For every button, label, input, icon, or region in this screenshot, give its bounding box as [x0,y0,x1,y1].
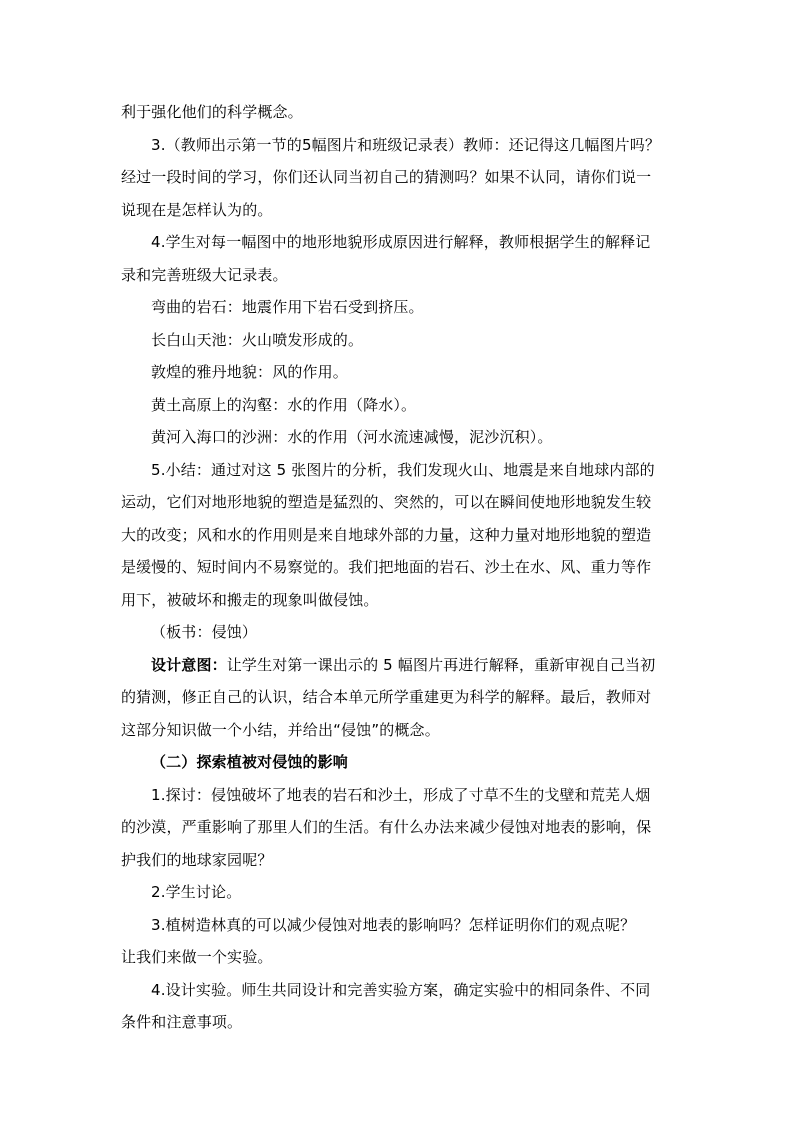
paragraph-line: 3.（教师出示第一节的5幅图片和班级记录表）教师：还记得这几幅图片吗？ [151,135,661,154]
paragraph-line: 的猜测，修正自己的认识，结合本单元所学重建更为科学的解释。最后，教师对 [121,688,652,706]
landform-explanation-line: 弯曲的岩石：地震作用下岩石受到挤压。 [151,298,424,316]
paragraph-line: 让我们来做一个实验。 [121,948,273,966]
paragraph-line: 5.小结：通过对这 5 张图片的分析，我们发现火山、地震是来自地球内部的 [151,460,655,479]
paragraph-line: 的沙漠，严重影响了那里人们的生活。有什么办法来减少侵蚀对地表的影响，保 [121,818,652,836]
paragraph-line: 护我们的地球家园呢？ [121,850,273,869]
landform-explanation-line: 长白山天池：火山喷发形成的。 [151,330,364,349]
design-intent-label: 设计意图： [151,655,227,674]
paragraph-line: 这部分知识做一个小结，并给出“侵蚀”的概念。 [121,720,440,739]
board-note: （板书：侵蚀） [151,623,258,641]
paragraph-line: 4.学生对每一幅图中的地形地貌形成原因进行解释，教师根据学生的解释记 [151,233,651,251]
paragraph-line: 利于强化他们的科学概念。 [121,103,303,121]
paragraph-line: 4.设计实验。师生共同设计和完善实验方案，确定实验中的相同条件、不同 [151,980,651,999]
paragraph-line: 录和完善班级大记录表。 [121,265,288,284]
paragraph-line: 经过一段时间的学习，你们还认同当初自己的猜测吗？如果不认同，请你们说一 [121,168,652,186]
paragraph-line: 说现在是怎样认为的。 [121,200,273,219]
landform-explanation-line: 敦煌的雅丹地貌：风的作用。 [151,363,348,381]
paragraph-line: 是缓慢的、短时间内不易察觉的。我们把地面的岩石、沙土在水、风、重力等作 [121,558,652,576]
paragraph-line: 1.探讨：侵蚀破坏了地表的岩石和沙土，形成了寸草不生的戈壁和荒芜人烟 [151,785,651,804]
paragraph-line: 2.学生讨论。 [151,883,242,901]
design-intent-line [121,649,677,682]
paragraph-line: 用下，被破坏和搬走的现象叫做侵蚀。 [121,590,379,609]
landform-explanation-line: 黄河入海口的沙洲：水的作用（河水流速减慢，泥沙沉积）。 [151,428,553,446]
paragraph-line: 条件和注意事项。 [121,1013,243,1031]
design-intent-text: 让学生对第一课出示的 5 幅图片再进行解释，重新审视自己当初 [226,655,656,674]
document-body [121,96,677,1039]
paragraph-line: 大的改变；风和水的作用则是来自地球外部的力量，这种力量对地形地貌的塑造 [121,525,652,544]
section-heading: （二）探索植被对侵蚀的影响 [151,753,348,771]
paragraph-line: 3.植树造林真的可以减少侵蚀对地表的影响吗？怎样证明你们的观点呢？ [151,915,636,934]
paragraph-line: 运动，它们对地形地貌的塑造是猛烈的、突然的，可以在瞬间使地形地貌发生较 [121,493,652,511]
landform-explanation-line: 黄土高原上的沟壑：水的作用（降水）。 [151,395,417,414]
